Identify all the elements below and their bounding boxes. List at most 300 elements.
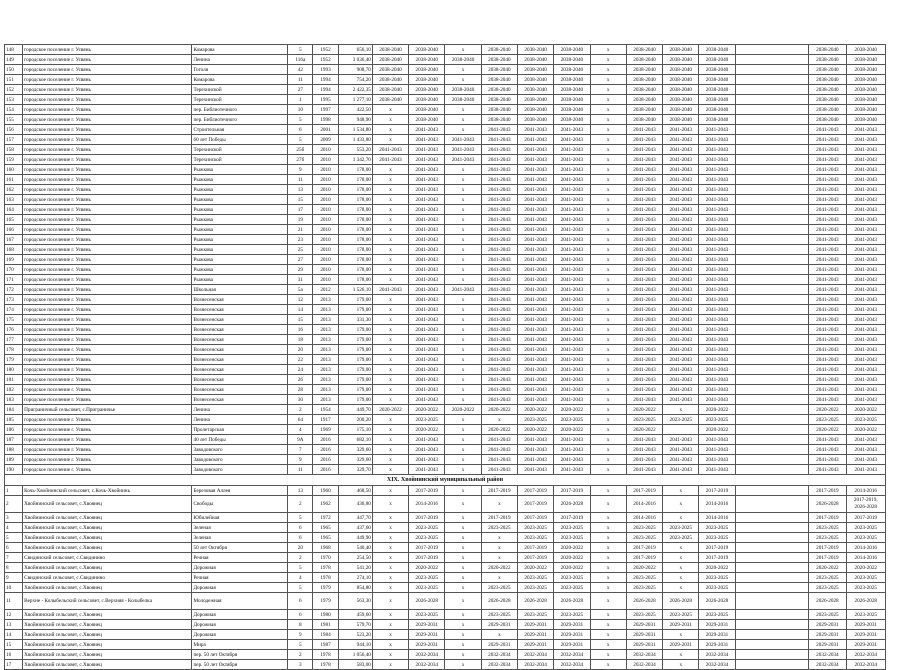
table-cell: 2023-2025: [518, 583, 554, 593]
table-cell: 2041-2043: [846, 185, 885, 195]
table-row: [5, 335, 886, 345]
table-row: [5, 235, 886, 245]
table-cell: 2041-2043: [518, 305, 554, 315]
table-cell: 2041-2043: [699, 355, 735, 365]
table-cell: 14: [288, 305, 313, 315]
table-cell: 174: [5, 305, 23, 315]
table-cell: 2017-2019: [809, 486, 846, 496]
table-cell: 2041-2043: [663, 235, 699, 245]
table-cell: 2041-2043: [846, 235, 885, 245]
table-cell: 2017-2019: [518, 513, 554, 523]
table-cell: [735, 405, 809, 415]
table-row: [5, 175, 886, 185]
table-cell: x: [445, 620, 481, 630]
table-cell: 179,00: [338, 355, 372, 365]
table-cell: 64: [288, 415, 313, 425]
table-cell: 2041-2043: [518, 265, 554, 275]
table-row: [5, 325, 886, 335]
table-cell: x: [372, 265, 408, 275]
table-cell: [735, 513, 809, 523]
table-cell: x: [590, 305, 626, 315]
table-cell: Дорожная: [192, 563, 288, 573]
table-cell: 149: [5, 55, 23, 65]
table-cell: 2038-2040: [699, 75, 735, 85]
table-cell: 2038-2040: [481, 115, 517, 125]
table-cell: 2041-2043: [699, 385, 735, 395]
table-cell: x: [445, 593, 481, 610]
table-cell: x: [445, 45, 481, 55]
table-cell: 1969: [313, 425, 338, 435]
table-cell: x: [590, 85, 626, 95]
table-cell: x: [372, 345, 408, 355]
table-cell: x: [481, 573, 517, 583]
table-cell: [735, 45, 809, 55]
table-cell: 2041-2043: [409, 305, 445, 315]
table-cell: 2041-2043: [554, 325, 590, 335]
table-cell: 2041-2043: [846, 285, 885, 295]
table-cell: Рыжкова: [192, 265, 288, 275]
table-cell: 2020-2022: [481, 405, 517, 415]
table-cell: 28: [288, 385, 313, 395]
table-cell: [735, 435, 809, 445]
table-cell: 2041-2043: [809, 375, 846, 385]
table-cell: 2041-2043: [663, 455, 699, 465]
table-cell: 14: [5, 630, 23, 640]
table-cell: 2041-2043: [481, 395, 517, 405]
table-cell: городское поселение г. Усвянь: [23, 275, 192, 285]
table-cell: Рыжкова: [192, 175, 288, 185]
table-cell: Кочь-Хвойнинский сельсовет, с.Кочь-Хвойнинь: [23, 486, 192, 496]
table-cell: 2029-2031: [809, 620, 846, 630]
table-cell: 5: [288, 513, 313, 523]
table-cell: 2038-2040: [846, 105, 885, 115]
table-cell: 2038-2040: [809, 65, 846, 75]
table-cell: x: [372, 245, 408, 255]
table-cell: 2041-2043: [518, 155, 554, 165]
table-cell: 2029-2031: [481, 640, 517, 650]
table-cell: x: [445, 583, 481, 593]
table-cell: Свободы: [192, 496, 288, 513]
table-cell: Дорожная: [192, 583, 288, 593]
table-cell: 2041-2043: [409, 435, 445, 445]
table-cell: 2038-2040: [372, 75, 408, 85]
table-cell: 854,80: [338, 583, 372, 593]
table-cell: 2032-2034: [554, 650, 590, 660]
table-cell: 18: [288, 335, 313, 345]
table-cell: 254,50: [338, 553, 372, 563]
table-cell: 2041-2043: [846, 135, 885, 145]
table-cell: x: [445, 105, 481, 115]
table-cell: x: [445, 640, 481, 650]
table-cell: 6: [288, 533, 313, 543]
table-cell: 24: [288, 365, 313, 375]
table-cell: 2041-2043: [846, 265, 885, 275]
table-cell: 2041-2043: [554, 385, 590, 395]
table-cell: 2041-2043: [409, 325, 445, 335]
table-cell: x: [372, 486, 408, 496]
table-cell: 2023-2025: [554, 533, 590, 543]
table-cell: 2041-2043: [481, 365, 517, 375]
table-cell: 2023-2025: [809, 583, 846, 593]
table-cell: 2029-2031: [846, 640, 885, 650]
table-cell: 2041-2043: [409, 275, 445, 285]
table-cell: x: [590, 165, 626, 175]
table-cell: 4: [288, 425, 313, 435]
table-cell: 459,60: [338, 610, 372, 620]
table-cell: 2041-2043: [518, 335, 554, 345]
table-cell: 2038-2040: [518, 45, 554, 55]
table-cell: Хвойнинский сельсовет, с.Хвоянец: [23, 523, 192, 533]
table-cell: x: [445, 205, 481, 215]
table-cell: 2038-2040: [809, 75, 846, 85]
table-cell: 177: [5, 335, 23, 345]
table-cell: 179,00: [338, 335, 372, 345]
table-cell: x: [590, 95, 626, 105]
table-cell: [735, 255, 809, 265]
table-cell: 2041-2043: [409, 225, 445, 235]
table-cell: [735, 563, 809, 573]
table-cell: 682,10: [338, 435, 372, 445]
table-cell: 2038-2040: [809, 115, 846, 125]
table-cell: 159: [5, 155, 23, 165]
table-cell: 2041-2043: [409, 185, 445, 195]
table-cell: городское поселение г. Усвянь: [23, 125, 192, 135]
table-cell: 329,60: [338, 455, 372, 465]
table-cell: x: [590, 55, 626, 65]
table-cell: 2041-2043: [518, 295, 554, 305]
table-cell: 2038-2040: [481, 65, 517, 75]
table-cell: 178,00: [338, 205, 372, 215]
table-cell: x: [663, 543, 699, 553]
table-cell: x: [372, 513, 408, 523]
table-cell: 2041-2043: [626, 305, 662, 315]
table-cell: 2041-2043: [409, 155, 445, 165]
table-cell: 5: [288, 563, 313, 573]
table-cell: x: [445, 650, 481, 660]
table-cell: 2041-2043: [699, 205, 735, 215]
table-cell: 179,00: [338, 365, 372, 375]
table-cell: x: [372, 135, 408, 145]
table-cell: x: [481, 543, 517, 553]
table-cell: 2041-2043: [409, 345, 445, 355]
table-cell: городское поселение г. Усвянь: [23, 165, 192, 175]
table-cell: 2041-2043: [481, 345, 517, 355]
table-cell: 2038-2040: [554, 105, 590, 115]
table-cell: 2010: [313, 195, 338, 205]
table-cell: 2010: [313, 175, 338, 185]
table-cell: 2032-2034: [846, 650, 885, 660]
table-cell: x: [445, 543, 481, 553]
table-cell: 2014-2016: [699, 496, 735, 513]
table-cell: 274,10: [338, 573, 372, 583]
table-cell: 2017-2019: [809, 543, 846, 553]
table-cell: x: [590, 610, 626, 620]
table-cell: 2038-2040: [445, 85, 481, 95]
table-cell: x: [372, 496, 408, 513]
table-cell: 2041-2043: [554, 345, 590, 355]
table-cell: Рыжкова: [192, 225, 288, 235]
table-cell: 172: [5, 285, 23, 295]
table-cell: 2038-2040: [846, 95, 885, 105]
table-cell: 1 526,10: [338, 285, 372, 295]
table-cell: Терехинской: [192, 145, 288, 155]
table-row: [5, 375, 886, 385]
table-row: [5, 523, 886, 533]
table-cell: 2038-2040: [846, 75, 885, 85]
table-cell: x: [372, 435, 408, 445]
table-cell: x: [372, 553, 408, 563]
table-cell: x: [663, 553, 699, 563]
table-cell: 2038-2040: [809, 85, 846, 95]
table-cell: городское поселение г. Усвянь: [23, 115, 192, 125]
table-cell: 2017-2019: [409, 543, 445, 553]
table-cell: 2038-2040: [481, 85, 517, 95]
table-cell: 16: [5, 650, 23, 660]
table-cell: 2020-2022: [809, 563, 846, 573]
table-cell: [735, 165, 809, 175]
table-row: [5, 215, 886, 225]
table-cell: городское поселение г. Усвянь: [23, 145, 192, 155]
table-cell: 2041-2043: [663, 205, 699, 215]
table-cell: 2038-2040: [699, 55, 735, 65]
table-cell: 2041-2043: [518, 315, 554, 325]
table-cell: 1 534,80: [338, 125, 372, 135]
table-cell: x: [590, 486, 626, 496]
table-cell: 2041-2043: [809, 465, 846, 475]
table-cell: x: [590, 255, 626, 265]
table-cell: x: [445, 385, 481, 395]
table-cell: 2023-2025: [409, 583, 445, 593]
table-cell: 2023-2025: [663, 523, 699, 533]
table-cell: 2020-2022: [554, 553, 590, 563]
table-cell: Юбилейная: [192, 513, 288, 523]
table-cell: Хвойнинский сельсовет, с.Хвоянец: [23, 513, 192, 523]
table-row: [5, 285, 886, 295]
table-cell: 2041-2043: [626, 445, 662, 455]
table-row: [5, 630, 886, 640]
table-cell: Рыжкова: [192, 235, 288, 245]
table-row: [5, 533, 886, 543]
table-row: [5, 315, 886, 325]
table-cell: 468,50: [338, 486, 372, 496]
table-cell: 2041-2043: [518, 245, 554, 255]
table-cell: 2041-2043: [626, 175, 662, 185]
table-cell: 2032-2034: [699, 660, 735, 670]
table-cell: 2032-2034: [409, 660, 445, 670]
table-cell: 2032-2034: [554, 660, 590, 670]
table-cell: x: [590, 175, 626, 185]
table-row: [5, 435, 886, 445]
table-cell: 2038-2040: [699, 95, 735, 105]
table-cell: 2013: [313, 295, 338, 305]
table-cell: 2041-2043: [554, 205, 590, 215]
table-cell: x: [445, 195, 481, 205]
table-cell: 2038-2040: [372, 85, 408, 95]
table-cell: x: [372, 640, 408, 650]
table-cell: 2020-2022: [518, 425, 554, 435]
table-cell: 2017-2019: [409, 553, 445, 563]
table-cell: Хвойнинский сельсовет, с.Хвоянец: [23, 620, 192, 630]
table-cell: x: [372, 215, 408, 225]
table-cell: x: [590, 445, 626, 455]
table-cell: [735, 225, 809, 235]
table-cell: x: [590, 365, 626, 375]
table-cell: 2041-2043: [809, 235, 846, 245]
table-cell: 183: [5, 395, 23, 405]
table-cell: 2041-2043: [809, 435, 846, 445]
table-cell: 8: [5, 563, 23, 573]
table-cell: 20: [288, 345, 313, 355]
table-cell: 2013: [313, 355, 338, 365]
table-cell: 2041-2043: [626, 395, 662, 405]
table-cell: 2041-2043: [481, 385, 517, 395]
table-cell: 6: [5, 543, 23, 553]
table-cell: 2029-2031: [699, 620, 735, 630]
table-row: [5, 265, 886, 275]
table-cell: 2041-2043: [445, 135, 481, 145]
table-cell: 2041-2043: [663, 215, 699, 225]
table-cell: 162: [5, 185, 23, 195]
table-cell: [735, 445, 809, 455]
table-cell: 2041-2043: [409, 195, 445, 205]
table-cell: 2041-2043: [663, 175, 699, 185]
table-cell: 2023-2025: [554, 573, 590, 583]
table-cell: 2041-2043: [409, 395, 445, 405]
table-cell: [735, 630, 809, 640]
table-cell: 2032-2034: [409, 650, 445, 660]
table-cell: 2041-2043: [809, 285, 846, 295]
table-cell: 179: [5, 355, 23, 365]
table-cell: 1978: [313, 650, 338, 660]
table-cell: 2 422,35: [338, 85, 372, 95]
table-cell: 2041-2043: [846, 215, 885, 225]
table-cell: x: [445, 415, 481, 425]
table-row: [5, 593, 886, 610]
table-cell: 13: [288, 185, 313, 195]
table-cell: 27: [288, 255, 313, 265]
table-cell: 2017-2019: [554, 486, 590, 496]
table-cell: Комарова: [192, 45, 288, 55]
table-cell: x: [445, 255, 481, 265]
table-cell: 2041-2043: [699, 235, 735, 245]
table-cell: 2041-2043: [699, 155, 735, 165]
table-cell: 2038-2040: [518, 115, 554, 125]
table-cell: 2041-2043: [554, 365, 590, 375]
table-cell: 5: [288, 640, 313, 650]
table-cell: [735, 105, 809, 115]
table-cell: [735, 345, 809, 355]
table-cell: 2038-2040: [481, 75, 517, 85]
table-cell: x: [590, 553, 626, 563]
table-cell: 2013: [313, 325, 338, 335]
table-cell: x: [372, 533, 408, 543]
table-cell: 2041-2043: [626, 225, 662, 235]
table-cell: x: [590, 65, 626, 75]
table-cell: 2023-2025: [554, 523, 590, 533]
table-cell: x: [590, 630, 626, 640]
table-cell: x: [372, 185, 408, 195]
table-cell: городское поселение г. Усвянь: [23, 265, 192, 275]
table-cell: 1 277,10: [338, 95, 372, 105]
table-cell: 163: [5, 195, 23, 205]
table-cell: 178,00: [338, 265, 372, 275]
table-cell: x: [372, 375, 408, 385]
table-cell: 2041-2043: [846, 375, 885, 385]
table-cell: 27б: [288, 155, 313, 165]
table-cell: x: [445, 215, 481, 225]
table-cell: 2041-2043: [663, 225, 699, 235]
table-cell: 1917: [313, 415, 338, 425]
table-cell: 2041-2043: [846, 275, 885, 285]
table-cell: 1: [5, 486, 23, 496]
table-cell: 1979: [313, 583, 338, 593]
table-cell: 2020-2022: [481, 425, 517, 435]
table-cell: 2038-2040: [554, 75, 590, 85]
table-cell: x: [372, 205, 408, 215]
table-cell: 2017-2019: [699, 553, 735, 563]
table-cell: 2023-2025: [699, 583, 735, 593]
table-cell: x: [590, 455, 626, 465]
table-row: [5, 650, 886, 660]
table-cell: 11: [288, 175, 313, 185]
table-cell: 2041-2043: [663, 185, 699, 195]
table-cell: 2041-2043: [445, 285, 481, 295]
table-cell: [735, 583, 809, 593]
table-cell: Вознесенская: [192, 395, 288, 405]
table-cell: 2041-2043: [699, 125, 735, 135]
table-cell: x: [590, 355, 626, 365]
table-cell: 2041-2043: [626, 255, 662, 265]
table-cell: 2023-2025: [626, 415, 662, 425]
table-cell: 2041-2043: [554, 275, 590, 285]
table-cell: 12: [5, 610, 23, 620]
table-cell: x: [481, 533, 517, 543]
table-cell: [735, 523, 809, 533]
table-cell: 2038-2040: [372, 95, 408, 105]
table-cell: 2041-2043: [554, 165, 590, 175]
table-cell: x: [445, 486, 481, 496]
table-cell: x: [590, 385, 626, 395]
table-cell: x: [663, 583, 699, 593]
table-cell: 2041-2043: [409, 215, 445, 225]
table-cell: x: [372, 445, 408, 455]
table-cell: x: [590, 593, 626, 610]
table-cell: 2017-2019: [518, 486, 554, 496]
table-cell: 2041-2043: [554, 285, 590, 295]
table-cell: x: [372, 630, 408, 640]
table-cell: x: [372, 235, 408, 245]
table-cell: x: [445, 225, 481, 235]
table-cell: 2041-2043: [846, 255, 885, 265]
table-cell: Хвойнинский сельсовет, с.Хвоянец: [23, 650, 192, 660]
table-cell: 1980: [313, 610, 338, 620]
table-cell: 2041-2043: [846, 355, 885, 365]
table-cell: 2041-2043: [409, 145, 445, 155]
table-cell: 161: [5, 175, 23, 185]
table-cell: 2041-2043: [518, 125, 554, 135]
table-cell: x: [372, 165, 408, 175]
table-cell: 2023-2025: [518, 533, 554, 543]
table-cell: 2014-2016: [846, 486, 885, 496]
table-cell: 9А: [288, 435, 313, 445]
table-cell: 2041-2043: [481, 355, 517, 365]
table-cell: 2038-2040: [663, 95, 699, 105]
table-cell: x: [590, 285, 626, 295]
table-cell: 2020-2022: [409, 405, 445, 415]
table-cell: 5: [288, 135, 313, 145]
table-cell: x: [445, 660, 481, 670]
table-cell: x: [590, 543, 626, 553]
